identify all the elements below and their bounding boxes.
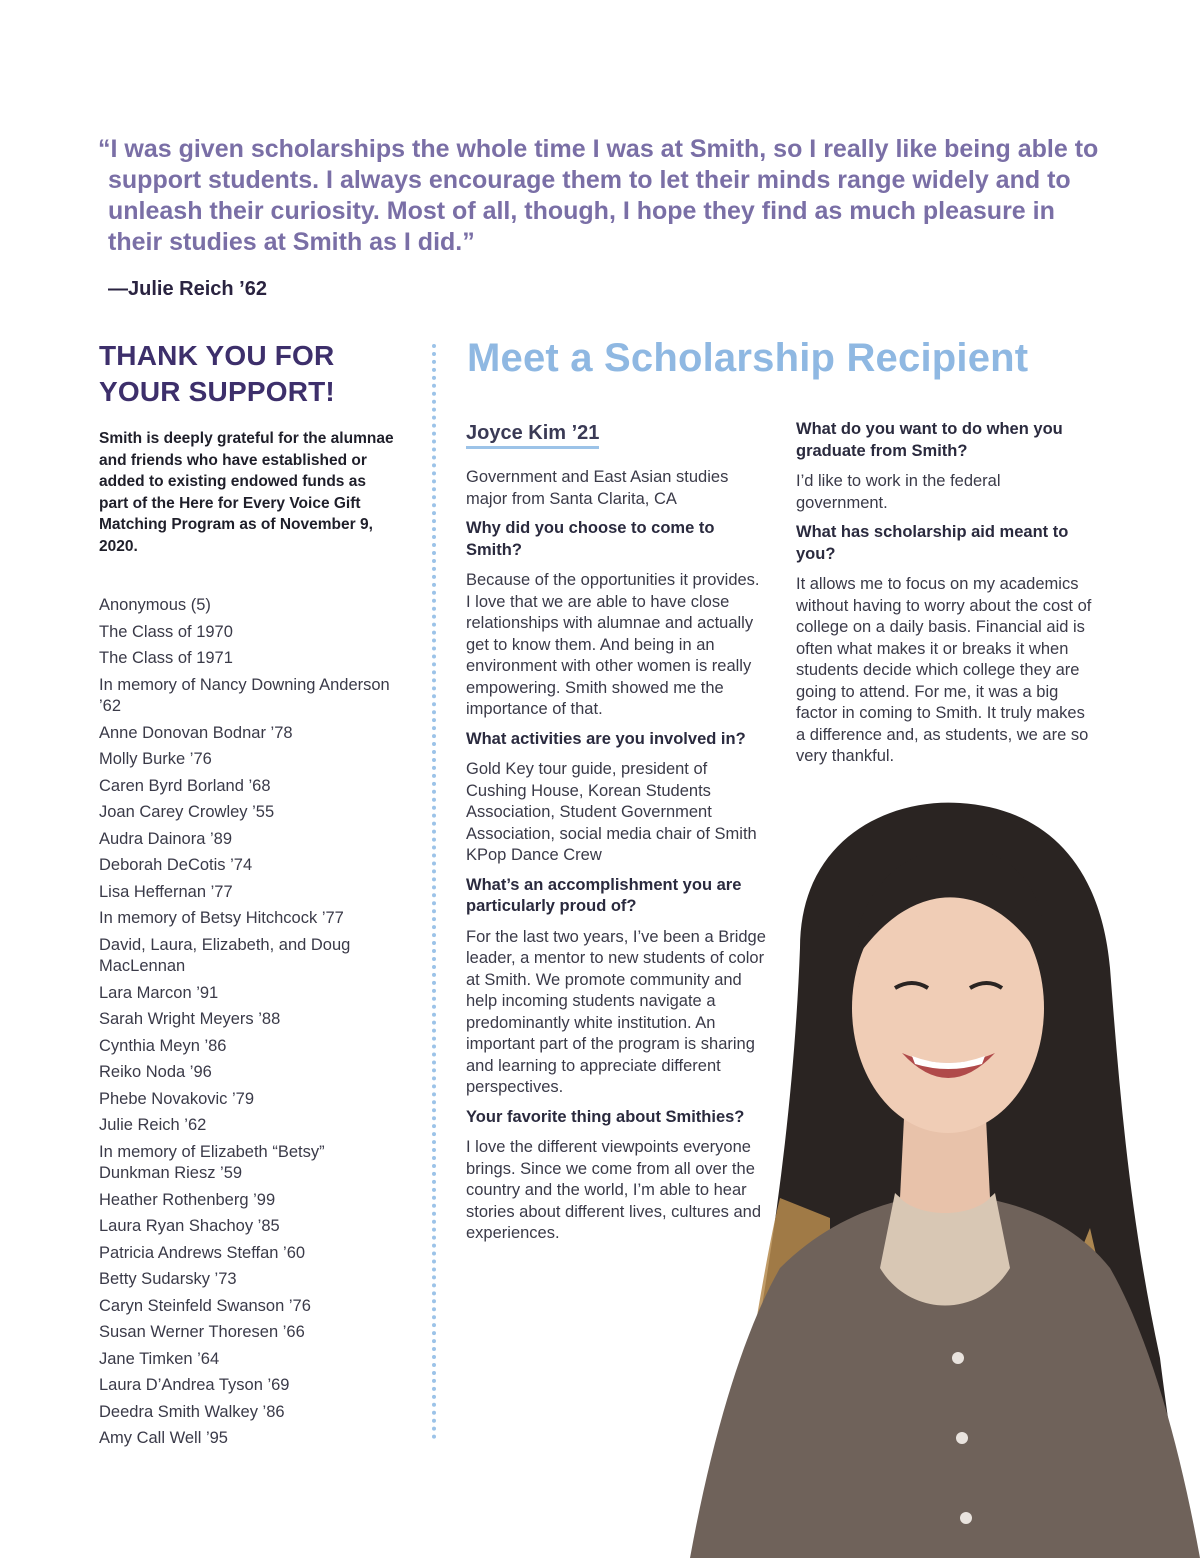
donor-item: Phebe Novakovic ’79 [99,1089,255,1108]
donor-item: Amy Call Well ’95 [99,1429,228,1447]
pull-quote [98,134,1108,301]
donor-item: Audra Dainora ’89 [99,829,232,848]
donor-item: Patricia Andrews Steffan ’60 [99,1243,306,1262]
donor-item: The Class of 1971 [99,649,233,667]
interview-answer: Gold Key tour guide, president of Cushing House, Korean Students Association, Student Government Association, social media chair of Smith KPop Dance Crew [466,760,757,864]
donor-item: Jane Timken ’64 [99,1349,220,1368]
recipient-column-right [796,419,1096,776]
interview-question: Your favorite thing about Smithies? [466,1107,745,1126]
donor-item: Caryn Steinfeld Swanson ’76 [99,1296,311,1315]
interview-question: What do you want to do when you graduate from Smith? [796,420,1063,460]
donor-item: Molly Burke ’76 [99,750,212,768]
section-title: Meet a Scholarship Recipient [467,336,1029,380]
dotted-divider [432,344,436,1440]
donor-item: Laura Ryan Shachoy ’85 [99,1217,280,1235]
donor-item: Deborah DeCotis ’74 [99,856,253,874]
donor-item: David, Laura, Elizabeth, and Doug MacLennan [99,935,351,975]
donor-item: In memory of Nancy Downing Anderson ’62 [99,675,390,715]
donor-item: Joan Carey Crowley ’55 [99,803,275,821]
student-name: Joyce Kim ’21 [466,422,599,449]
donor-item: In memory of Betsy Hitchcock ’77 [99,909,344,927]
donor-item: In memory of Elizabeth “Betsy” Dunkman Riesz ’59 [99,1142,325,1182]
donor-item: Reiko Noda ’96 [99,1063,212,1081]
interview-answer: I’d like to work in the federal government. [796,472,1001,512]
donor-item: Anonymous (5) [99,596,211,614]
student-major: Government and East Asian studies major from Santa Clarita, CA [466,468,729,508]
donor-item: Caren Byrd Borland ’68 [99,776,271,795]
interview-question: Why did you choose to come to Smith? [466,519,715,559]
student-photo [690,798,1200,1558]
quote-attribution: —Julie Reich ’62 [108,278,267,300]
donor-item: Heather Rothenberg ’99 [99,1190,276,1209]
interview-answer: For the last two years, I’ve been a Bridge leader, a mentor to new students of color at Smith. We promote community and help incoming students navigate a predominantly white institution. An important part of the program is sharing and learning to appreciate different perspectives. [466,927,766,1096]
interview-answer: Because of the opportunities it provides. I love that we are able to have close relationships with alumnae and actually get to know them. And being in an environment with other women is really empowering. Smith showed me the importance of that. [466,571,760,718]
donor-item: The Class of 1970 [99,622,233,641]
donor-item: Laura D’Andrea Tyson ’69 [99,1376,290,1394]
interview-question: What has scholarship aid meant to you? [796,523,1069,563]
quote-text: “I was given scholarships the whole time I was at Smith, so I really like being able to support students. I always encourage them to let their minds range widely and to unleash their curiosity. Most of all, though, I hope they find as much pleasure in their studies at Smith as I did.” [98,135,1099,256]
interview-question: What’s an accomplishment you are particularly proud of? [466,875,742,915]
thank-you-intro: Smith is deeply grateful for the alumnae and friends who have established or added to existing endowed funds as part of the Here for Every Voice Gift Matching Program as of November 9, 2020. [99,430,394,555]
thank-you-heading: THANK YOU FOR YOUR SUPPORT! [99,340,335,407]
donor-item: Lara Marcon ’91 [99,983,219,1002]
donor-item: Betty Sudarsky ’73 [99,1270,237,1288]
interview-answer: It allows me to focus on my academics without having to worry about the cost of college on a daily basis. Financial aid is often what makes it or breaks it when students decide which college they are going to attend. For me, it was a big factor in coming to Smith. It truly makes a difference and, as students, we are so very thankful. [796,575,1092,765]
thank-you-column [99,338,399,1455]
donor-item: Lisa Heffernan ’77 [99,882,233,901]
donor-list [99,595,399,1450]
donor-item: Anne Donovan Bodnar ’78 [99,723,293,742]
donor-item: Sarah Wright Meyers ’88 [99,1010,281,1028]
donor-item: Deedra Smith Walkey ’86 [99,1402,285,1421]
qa-list-right [796,419,1096,768]
donor-item: Susan Werner Thoresen ’66 [99,1323,305,1341]
donor-item: Cynthia Meyn ’86 [99,1036,227,1055]
donor-item: Julie Reich ’62 [99,1116,207,1134]
interview-answer: I love the different viewpoints everyone brings. Since we come from all over the country and the world, I’m able to hear stories about different lives, cultures and experiences. [466,1138,762,1242]
interview-question: What activities are you involved in? [466,729,746,748]
